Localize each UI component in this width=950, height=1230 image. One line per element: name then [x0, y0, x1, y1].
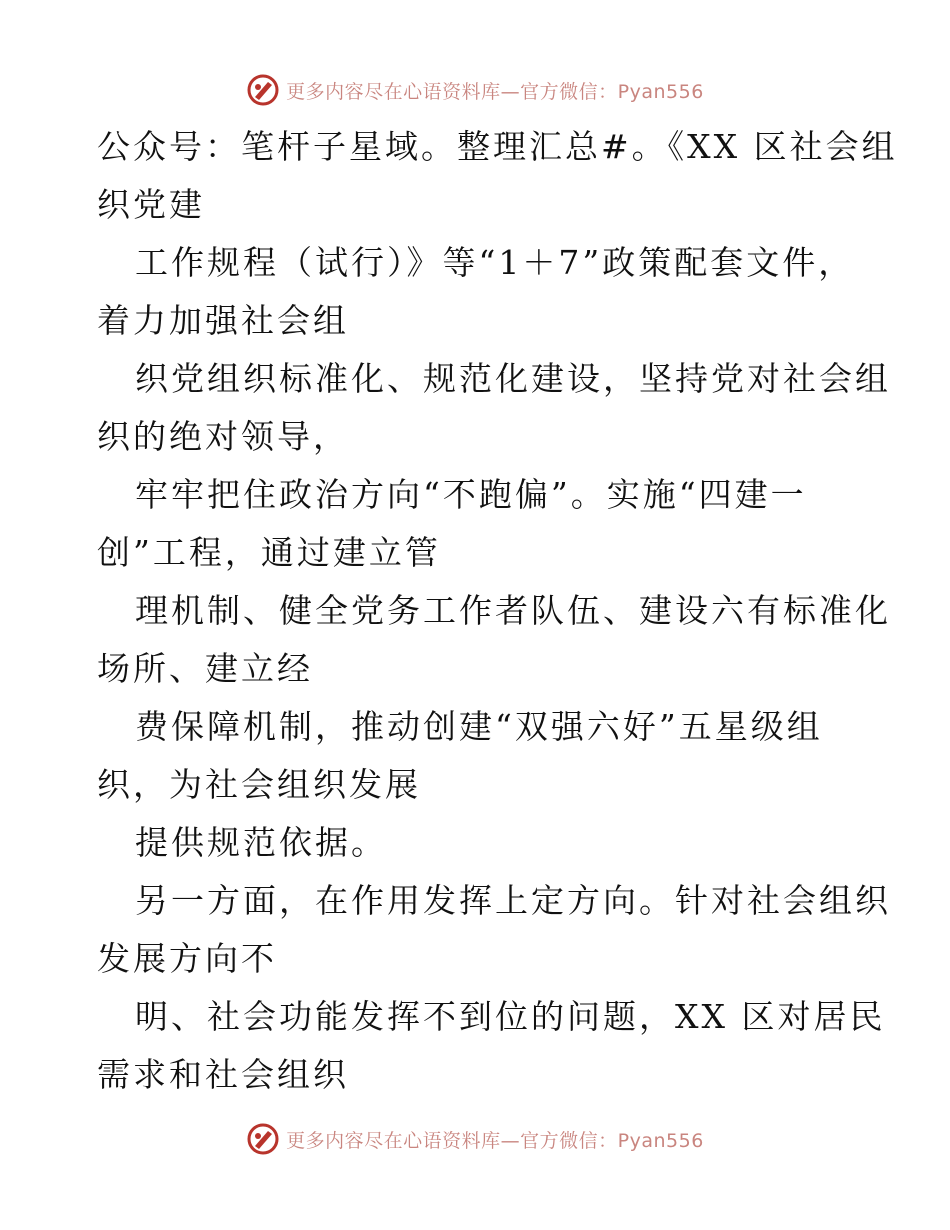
body-line: 发展方向不	[97, 939, 277, 978]
footer-banner	[0, 1119, 950, 1159]
document-body	[97, 123, 898, 1109]
body-line: 场所、建立经	[97, 649, 313, 688]
body-line: 明、社会功能发挥不到位的问题，XX 区对居民	[135, 997, 886, 1036]
footer-banner-text: 更多内容尽在心语资料库—官方微信：Pyan556	[286, 1129, 704, 1152]
body-line: 创”工程，通过建立管	[97, 533, 441, 572]
body-line: 需求和社会组织	[97, 1055, 349, 1094]
body-line: 着力加强社会组	[97, 301, 349, 340]
red-seal-pen-logo-icon	[246, 1122, 280, 1156]
body-line: 牢牢把住政治方向“不跑偏”。实施“四建一	[135, 475, 807, 514]
body-line: 织党建	[97, 185, 205, 224]
header-banner	[0, 70, 950, 110]
body-line: 工作规程（试行）》等“1＋7”政策配套文件，	[135, 243, 855, 282]
body-line: 理机制、健全党务工作者队伍、建设六有标准化	[135, 591, 891, 630]
body-line: 织，为社会组织发展	[97, 765, 421, 804]
body-line: 另一方面，在作用发挥上定方向。针对社会组织	[135, 881, 891, 920]
body-line: 费保障机制，推动创建“双强六好”五星级组	[135, 707, 823, 746]
header-banner-text: 更多内容尽在心语资料库—官方微信：Pyan556	[286, 80, 704, 103]
body-line: 织党组织标准化、规范化建设，坚持党对社会组	[135, 359, 891, 398]
body-line: 公众号：笔杆子星域。整理汇总#。《XX 区社会组	[97, 127, 898, 166]
red-seal-pen-logo-icon	[246, 73, 280, 107]
body-line: 提供规范依据。	[135, 823, 387, 862]
body-line: 织的绝对领导，	[97, 417, 349, 456]
